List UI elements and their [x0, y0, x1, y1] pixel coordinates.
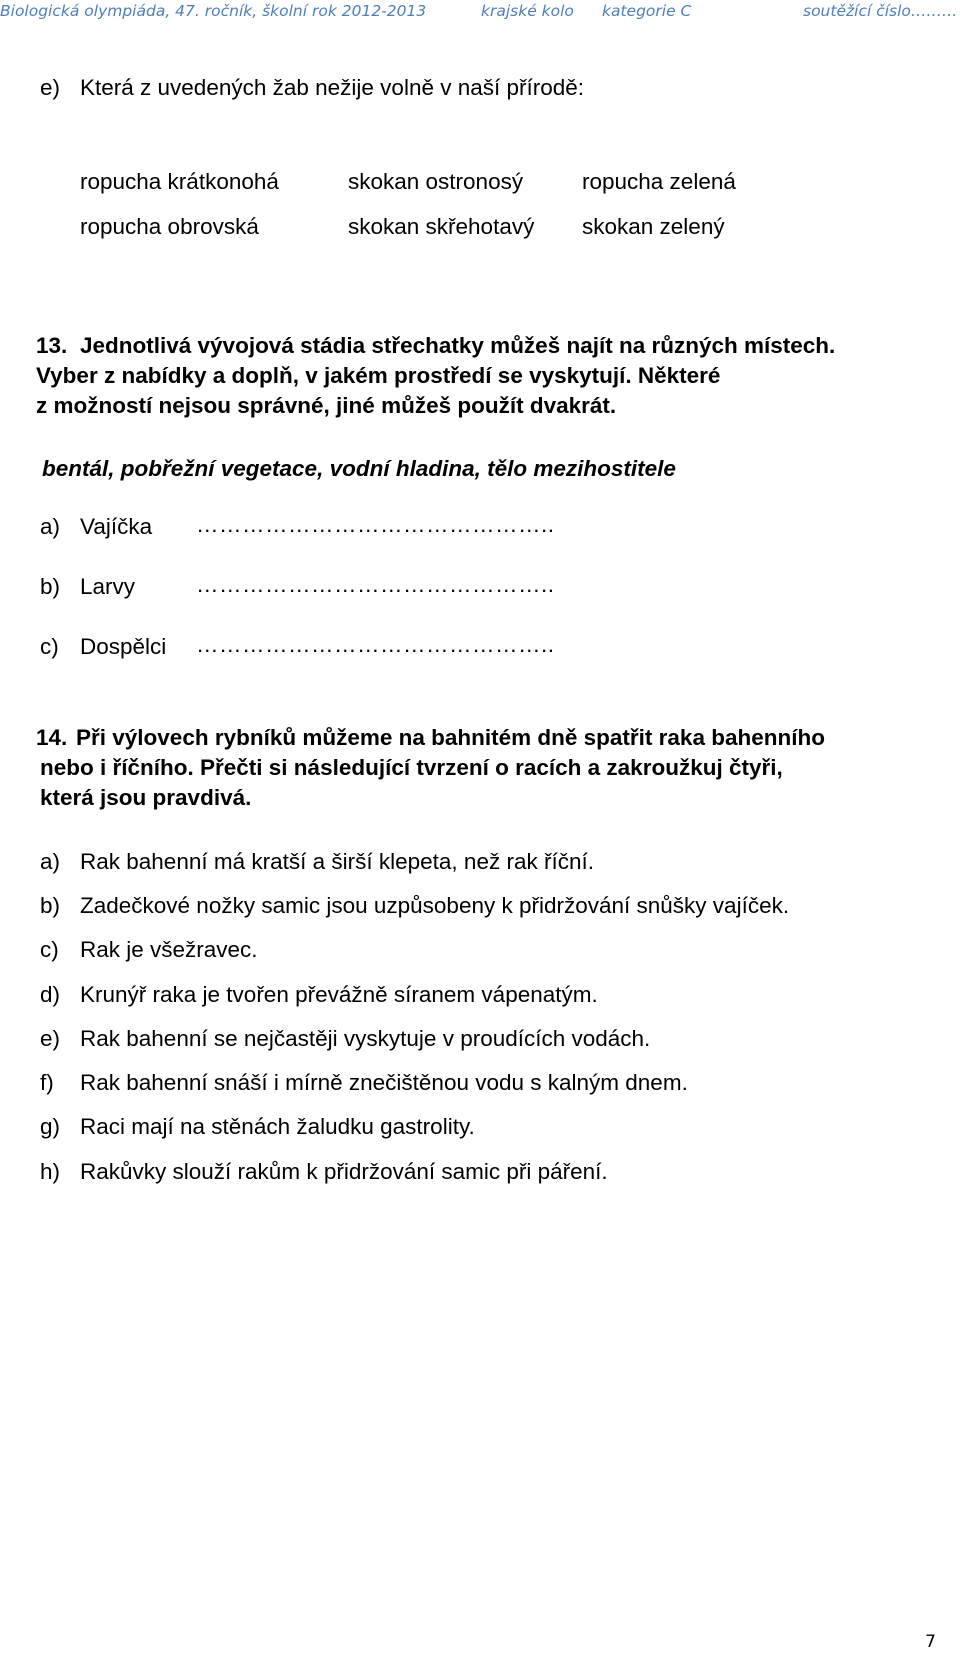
question-e-letter: e) — [40, 75, 61, 100]
question-14-number: 14. — [36, 725, 68, 750]
page-header — [0, 0, 960, 22]
frog-option: ropucha obrovská — [80, 214, 259, 239]
answer-blank[interactable]: ……………………………………….. — [196, 632, 555, 657]
statement-letter: e) — [40, 1026, 61, 1051]
statement-letter: c) — [40, 937, 59, 962]
frog-option: ropucha zelená — [582, 169, 736, 194]
statement-letter: b) — [40, 893, 61, 918]
frog-option: skokan ostronosý — [348, 169, 524, 194]
answer-blank[interactable]: ……………………………………….. — [196, 512, 555, 537]
statement-letter: g) — [40, 1114, 61, 1139]
question-14-line: Při výlovech rybníků můžeme na bahnitém dně spatřit raka bahenního — [76, 725, 825, 750]
question-13-number: 13. — [36, 333, 68, 358]
statement-text[interactable]: Rak bahenní má kratší a širší klepeta, než rak říční. — [80, 849, 594, 874]
item-letter: a) — [40, 514, 61, 539]
statement-letter: d) — [40, 982, 61, 1007]
statement-letter: h) — [40, 1159, 61, 1184]
header-round: krajské kolo — [481, 2, 574, 20]
statement-text[interactable]: Rak je všežravec. — [80, 937, 258, 962]
question-13-line: Jednotlivá vývojová stádia střechatky můžeš najít na různých místech. — [80, 333, 836, 358]
statement-text[interactable]: Rak bahenní se nejčastěji vyskytuje v proudících vodách. — [80, 1026, 651, 1051]
question-13-offer: bentál, pobřežní vegetace, vodní hladina, tělo mezihostitele — [42, 456, 676, 481]
question-14-line: nebo i říčního. Přečti si následující tvrzení o racích a zakroužkuj čtyři, — [40, 755, 783, 780]
statement-letter: f) — [40, 1070, 54, 1095]
statement-text[interactable]: Zadečkové nožky samic jsou uzpůsobeny k přidržování snůšky vajíček. — [80, 893, 790, 918]
answer-blank[interactable]: ……………………………………….. — [196, 572, 555, 597]
header-competitor-number: soutěžící číslo……… — [803, 2, 958, 20]
header-category: kategorie C — [602, 2, 692, 20]
statement-letter: a) — [40, 849, 61, 874]
statement-text[interactable]: Raci mají na stěnách žaludku gastrolity. — [80, 1114, 475, 1139]
item-letter: c) — [40, 634, 59, 659]
statement-text[interactable]: Krunýř raka je tvořen převážně síranem vápenatým. — [80, 982, 598, 1007]
item-label: Larvy — [80, 574, 136, 599]
question-14-line: která jsou pravdivá. — [40, 785, 252, 810]
page-number: 7 — [925, 1632, 936, 1652]
item-label: Dospělci — [80, 634, 167, 659]
question-13-line: Vyber z nabídky a doplň, v jakém prostředí se vyskytují. Některé — [36, 363, 721, 388]
frog-option: skokan zelený — [582, 214, 725, 239]
question-e-text: Která z uvedených žab nežije volně v naší přírodě: — [80, 75, 585, 100]
header-olympiad: Biologická olympiáda, 47. ročník, školní rok 2012-2013 — [0, 2, 427, 20]
frog-option: skokan skřehotavý — [348, 214, 535, 239]
statement-text[interactable]: Rak bahenní snáší i mírně znečištěnou vodu s kalným dnem. — [80, 1070, 688, 1095]
frog-option: ropucha krátkonohá — [80, 169, 279, 194]
statement-text[interactable]: Rakůvky slouží rakům k přidržování samic při páření. — [80, 1159, 608, 1184]
item-letter: b) — [40, 574, 61, 599]
item-label: Vajíčka — [80, 514, 153, 539]
question-13-line: z možností nejsou správné, jiné můžeš použít dvakrát. — [36, 393, 617, 418]
